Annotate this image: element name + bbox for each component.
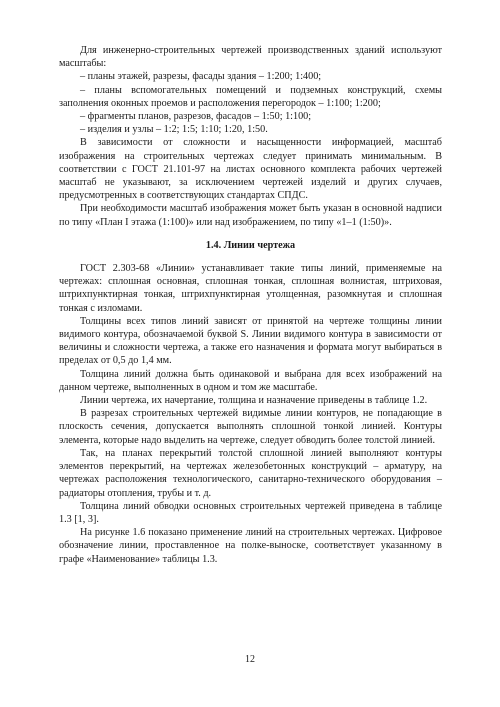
paragraph-scale-complexity: В зависимости от сложности и насыщенности информацией, масштаб изображения на строительных чертежах следует принимать минимальным. В соответствии с ГОСТ 21.101-97 на листах основного комплекта рабочих чертежей масштаб не указывают, за исключением чертежей изделий и других случаев, предусмотренных в соответствующих стандартах СПДС. [59,137,442,202]
paragraph-scales-intro: Для инженерно-строительных чертежей производственных зданий используют масштабы: [59,45,442,70]
paragraph-scale-annotation: При необходимости масштаб изображения может быть указан в основной надписи по типу «План I этажа (1:100)» или над изображением, по типу «1–1 (1:50)». [59,203,442,228]
paragraph-figure-reference: На рисунке 1.6 показано применение линий на строительных чертежах. Цифровое обозначение линии, проставленное на полке-выноске, соответствует указанному в графе «Наименование» таблицы 1.3. [59,527,442,565]
section-heading: 1.4. Линии чертежа [205,239,296,251]
list-item-details: – изделия и узлы – 1:2; 1:5; 1:10; 1:20, 1:50. [80,124,268,136]
list-item-auxiliary-rooms: – планы вспомогательных помещений и подземных конструкций, схемы заполнения оконных проемов и расположения перегородок – 1:100; 1:200; [59,84,442,109]
paragraph-table-reference: Линии чертежа, их начертание, толщина и назначение приведены в таблице 1.2. [80,395,428,407]
document-page [59,44,442,566]
paragraph-gost-lines: ГОСТ 2.303-68 «Линии» устанавливает такие типы линий, применяемые на чертежах: сплошная основная, сплошная тонкая, сплошная волнистая, штриховая, штрихпунктирная тонкая, штрихпунктирная утолщенная, разомкнутая и сплошная тонкая с изломами. [59,263,442,314]
paragraph-line-thickness: Толщины всех типов линий зависят от принятой на чертеже толщины линии видимого контура, обозначаемой буквой S. Линии видимого контура в зависимости от величины и сложности чертежа, а также его назначения и формата могут выбираться в пределах от 0,5 до 1,4 мм. [59,315,442,367]
list-item-floor-plans: – планы этажей, разрезы, фасады здания – 1:200; 1:400; [80,71,322,83]
list-item-fragments: – фрагменты планов, разрезов, фасадов – 1:50; 1:100; [80,111,312,123]
paragraph-floor-plans-lines: Так, на планах перекрытий толстой сплошной линией выполняют контуры элементов перекрытий, на чертежах железобетонных конструкций – арматуру, на чертежах расположения технологического, санитарно-технического оборудования – радиаторы отопления, трубы и т. д. [59,447,442,499]
paragraph-section-contours: В разрезах строительных чертежей видимые линии контуров, не попадающие в плоскость сечения, допускается выполнять сплошной тонкой линией. Контуры элемента, которые надо выделить на чертеже, следует обводить более толстой линией. [59,408,442,446]
page-number: 12 [245,654,255,665]
paragraph-uniform-thickness: Толщина линий должна быть одинаковой и выбрана для всех изображений на данном чертеже, выполненных в одном и том же масштабе. [59,368,442,393]
paragraph-outline-thickness: Толщина линий обводки основных строительных чертежей приведена в таблице 1.3 [1, 3]. [59,500,442,525]
